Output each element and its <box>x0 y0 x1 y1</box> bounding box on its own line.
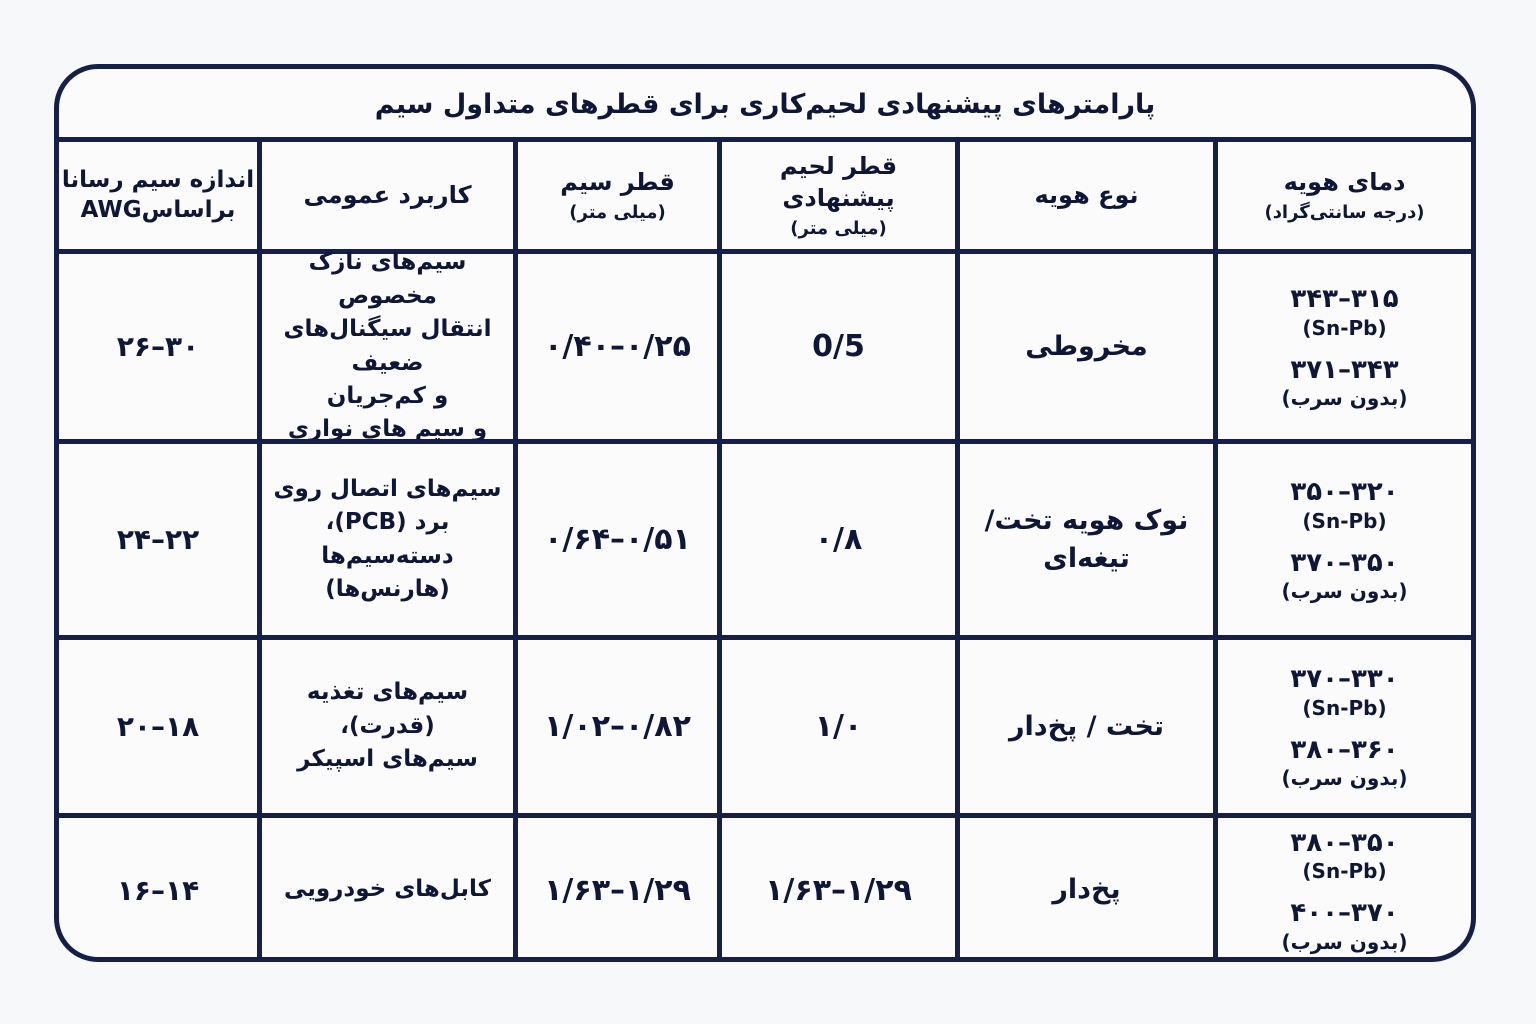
usage-lines <box>284 873 491 906</box>
cell-solder-dia <box>717 635 955 813</box>
header-usage-main: کاربرد عمومی <box>303 181 472 210</box>
table-title: پارامترهای پیشنهادی لحیم‌کاری برای قطرهای متداول سیم <box>374 88 1156 120</box>
usage-line: دسته‌سیم‌ها (هارنس‌ها) <box>321 542 454 602</box>
header-solder-dia-sub: (میلی متر) <box>790 218 887 240</box>
cell-wire-dia <box>513 813 717 962</box>
cell-wire-dia <box>513 635 717 813</box>
wire-dia-value: ۰/۲۵–۰/۴۰ <box>544 329 691 364</box>
cell-temp <box>1213 635 1471 813</box>
cell-tip-type <box>955 635 1213 813</box>
header-wire-dia <box>513 137 717 249</box>
header-temp <box>1213 137 1471 249</box>
snpb-label: (Sn-Pb) <box>1302 508 1387 533</box>
tip-type-line: مخروطی <box>1025 330 1148 362</box>
tip-type-lines <box>985 502 1189 578</box>
temp-snpb: ۳۲۰–۳۵۰ <box>1290 477 1399 507</box>
usage-line: کابل‌های خودرویی <box>283 876 492 903</box>
header-wire-dia-main: قطر سیم <box>560 167 675 196</box>
snpb-label: (Sn-Pb) <box>1302 695 1387 720</box>
header-tip-type <box>955 137 1213 249</box>
usage-line: و کم‌جریان <box>326 382 449 409</box>
wire-dia-value: ۱/۲۹–۱/۶۳ <box>544 872 691 908</box>
temp-snpb: ۳۱۵–۳۴۳ <box>1290 284 1399 314</box>
temp-leadfree: ۳۶۰–۳۸۰ <box>1290 734 1399 765</box>
tip-type-line: تیغه‌ای <box>1043 542 1130 574</box>
wire-dia-value: ۰/۸۲–۱/۰۲ <box>544 709 691 744</box>
cell-awg <box>59 635 257 813</box>
cell-tip-type <box>955 249 1213 439</box>
leadfree-label: (بدون سرب) <box>1281 766 1408 790</box>
cell-usage <box>257 439 513 635</box>
cell-tip-type <box>955 813 1213 962</box>
awg-value: ۳۰–۲۶ <box>116 330 200 363</box>
cell-solder-dia <box>717 249 955 439</box>
tip-type-line: تخت / پخ‌دار <box>1008 710 1165 742</box>
cell-usage <box>257 635 513 813</box>
cell-awg <box>59 249 257 439</box>
header-awg <box>59 137 257 249</box>
leadfree-label: (بدون سرب) <box>1281 386 1408 410</box>
cell-usage <box>257 249 513 443</box>
cell-awg <box>59 813 257 962</box>
snpb-label: (Sn-Pb) <box>1302 859 1387 883</box>
table-frame <box>54 64 1476 962</box>
solder-dia-value: ۰/۸ <box>814 522 863 557</box>
temp-snpb: ۳۵۰–۳۸۰ <box>1290 827 1399 858</box>
cell-temp <box>1213 813 1471 962</box>
usage-line: سیم‌های اتصال روی <box>273 475 502 502</box>
header-usage <box>257 137 513 249</box>
tip-type-line: پخ‌دار <box>1052 874 1121 906</box>
cell-awg <box>59 439 257 635</box>
usage-lines <box>262 473 513 606</box>
cell-solder-dia <box>717 439 955 635</box>
awg-value: ۲۲–۲۴ <box>116 523 200 556</box>
header-wire-dia-sub: (میلی متر) <box>569 202 666 224</box>
wire-dia-value: ۰/۵۱–۰/۶۴ <box>544 522 691 557</box>
tip-type-lines <box>1052 871 1120 909</box>
solder-dia-value: ۱/۲۹–۱/۶۳ <box>765 872 912 908</box>
header-temp-sub: (درجه سانتی‌گراد) <box>1264 202 1425 224</box>
temp-snpb: ۳۳۰–۳۷۰ <box>1290 664 1399 694</box>
usage-line: برد (PCB)، <box>325 509 450 536</box>
usage-line: سیم‌های اسپیکر <box>297 746 478 773</box>
leadfree-label: (بدون سرب) <box>1281 929 1408 954</box>
tip-type-line: نوک هویه تخت/ <box>984 504 1189 536</box>
cell-wire-dia <box>513 249 717 439</box>
cell-wire-dia <box>513 439 717 635</box>
usage-line: و سیم های نواری <box>287 416 488 443</box>
header-awg-main2: براساسAWG <box>80 196 236 223</box>
usage-line: سیم‌های تغذیه (قدرت)، <box>306 679 469 739</box>
cell-usage <box>257 813 513 962</box>
tip-type-lines <box>1009 708 1164 746</box>
usage-lines <box>262 246 513 446</box>
cell-tip-type <box>955 439 1213 635</box>
awg-value: ۱۸–۲۰ <box>116 710 200 743</box>
solder-dia-value: ۱/۰ <box>814 709 863 744</box>
temp-leadfree: ۳۵۰–۳۷۰ <box>1290 547 1399 578</box>
temp-leadfree: ۳۴۳–۳۷۱ <box>1290 354 1399 385</box>
cell-temp <box>1213 439 1471 635</box>
soldering-table <box>59 137 1471 962</box>
leadfree-label: (بدون سرب) <box>1281 579 1408 603</box>
header-solder-dia-main: قطر لحیم پیشنهادی <box>779 151 898 212</box>
tip-type-lines <box>1025 328 1148 366</box>
solder-dia-value: 0/5 <box>812 329 865 364</box>
usage-line: سیم‌های نازک مخصوص <box>308 249 467 309</box>
header-solder-dia <box>717 137 955 249</box>
header-tip-type-main: نوع هویه <box>1034 181 1139 210</box>
header-awg-main: اندازه سیم رسانا <box>61 166 255 193</box>
usage-line: انتقال سیگنال‌های ضعیف <box>283 316 492 376</box>
header-temp-main: دمای هویه <box>1283 167 1406 196</box>
awg-value: ۱۴–۱۶ <box>116 873 200 907</box>
temp-leadfree: ۳۷۰–۴۰۰ <box>1290 898 1399 928</box>
cell-temp <box>1213 249 1471 439</box>
cell-solder-dia <box>717 813 955 962</box>
snpb-label: (Sn-Pb) <box>1302 315 1387 340</box>
usage-lines <box>262 676 513 776</box>
